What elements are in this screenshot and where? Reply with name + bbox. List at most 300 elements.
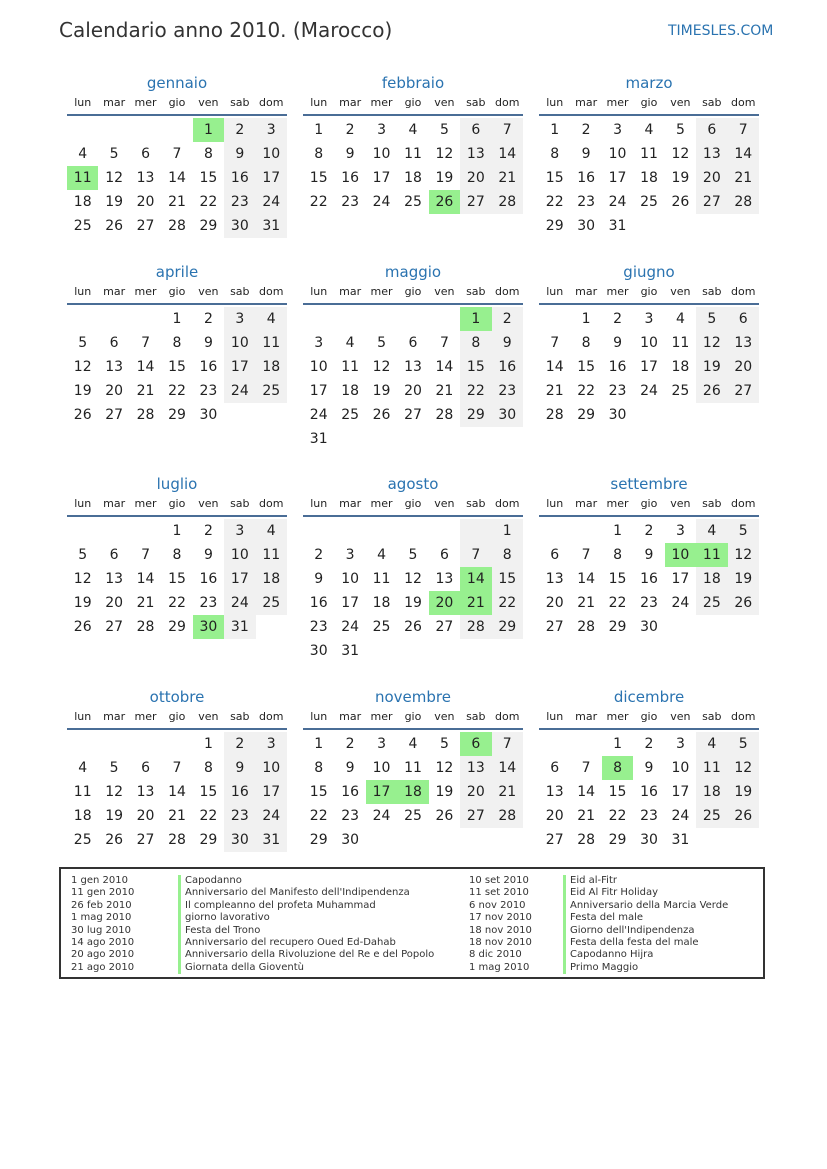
- day-cell: 26: [728, 591, 759, 615]
- month-title: aprile: [155, 263, 199, 281]
- day-cell: 20: [105, 595, 124, 611]
- day-cell: 10: [608, 146, 627, 162]
- day-cell: 7: [141, 547, 151, 563]
- day-cell: 21: [136, 383, 155, 399]
- empty-cell: [98, 118, 129, 142]
- day-cell: 7: [492, 732, 523, 756]
- week-row: [539, 804, 759, 828]
- day-cell: 29: [168, 619, 186, 635]
- day-cell: 16: [199, 571, 218, 587]
- weekday-label: ven: [198, 285, 219, 298]
- day-cell: 16: [640, 784, 658, 800]
- day-cell: 8: [492, 543, 523, 567]
- day-cell: 6: [109, 547, 119, 563]
- day-cell: 22: [168, 383, 186, 399]
- day-cell: 2: [492, 307, 523, 331]
- day-cell: 7: [581, 760, 591, 776]
- day-cell: 28: [577, 832, 596, 848]
- legend-date: 30 lug 2010: [71, 924, 131, 936]
- day-cell: 12: [728, 756, 759, 780]
- day-cell: 30: [640, 619, 658, 635]
- weekday-label: mer: [134, 96, 157, 109]
- month-title: ottobre: [149, 688, 205, 706]
- day-cell: 19: [728, 567, 759, 591]
- day-cell: 11: [404, 760, 422, 776]
- weekday-label: dom: [495, 710, 520, 723]
- week-row: [303, 780, 523, 804]
- weekday-label: dom: [259, 710, 284, 723]
- month-title: agosto: [387, 475, 439, 493]
- day-cell: 2: [203, 311, 213, 327]
- empty-cell: [728, 828, 759, 852]
- day-cell: 12: [728, 543, 759, 567]
- day-cell: 4: [675, 311, 685, 327]
- day-cell: 17: [309, 383, 328, 399]
- day-cell: 2: [203, 523, 213, 539]
- day-cell: 24: [640, 383, 658, 399]
- legend-holiday-name: Festa del male: [563, 912, 728, 924]
- legend-date: 1 mag 2010: [469, 961, 530, 973]
- day-cell: 12: [404, 571, 422, 587]
- weekday-label: mar: [339, 710, 362, 723]
- weekday-header: [67, 495, 287, 517]
- empty-cell: [696, 403, 727, 427]
- weekday-label: sab: [230, 497, 250, 510]
- week-row: [303, 591, 523, 615]
- day-cell: 27: [545, 619, 564, 635]
- week-row: [67, 355, 287, 379]
- day-cell: 11: [341, 359, 360, 375]
- day-cell: 19: [105, 194, 124, 210]
- day-cell: 11: [372, 571, 391, 587]
- day-cell: 31: [256, 828, 287, 852]
- legend-date: 1 gen 2010: [71, 875, 129, 886]
- empty-cell: [130, 519, 161, 543]
- day-cell: 13: [545, 784, 564, 800]
- weekday-label: gio: [640, 497, 658, 510]
- day-cell: 30: [492, 403, 523, 427]
- day-cell: 3: [314, 335, 324, 351]
- day-cell: 2: [613, 311, 623, 327]
- day-cell: 28: [435, 407, 454, 423]
- week-row: [539, 190, 759, 214]
- day-cell: 3: [224, 307, 255, 331]
- day-cell: 9: [492, 331, 523, 355]
- day-cell: 6: [408, 335, 418, 351]
- day-cell: 24: [309, 407, 328, 423]
- legend-holiday-name: Festa della festa del male: [563, 937, 728, 949]
- day-cell: 28: [136, 407, 155, 423]
- day-cell: 10: [671, 760, 690, 776]
- day-cell: 26: [696, 379, 727, 403]
- weekday-header: [67, 283, 287, 305]
- day-cell: 20: [728, 355, 759, 379]
- legend-right-names: [563, 875, 728, 974]
- weekday-label: ven: [670, 710, 691, 723]
- day-cell: 8: [314, 760, 324, 776]
- day-cell: 7: [550, 335, 560, 351]
- day-cell: 12: [372, 359, 391, 375]
- day-cell: 23: [341, 194, 360, 210]
- day-cell: 3: [675, 523, 685, 539]
- empty-cell: [67, 519, 98, 543]
- day-cell: 12: [105, 170, 124, 186]
- day-cell: 8: [172, 547, 182, 563]
- day-cell: 8: [613, 547, 623, 563]
- weekday-header: [303, 708, 523, 730]
- day-cell: 15: [545, 170, 564, 186]
- week-row: [67, 519, 287, 543]
- weekday-label: ven: [670, 285, 691, 298]
- week-row: [303, 142, 523, 166]
- day-cell: 29: [577, 407, 596, 423]
- month-marzo: [539, 72, 759, 238]
- empty-cell: [98, 519, 129, 543]
- day-cell: 15: [199, 784, 218, 800]
- day-cell: 24: [224, 379, 255, 403]
- day-cell: 5: [109, 760, 119, 776]
- legend-left-dates: [71, 875, 134, 974]
- weekday-label: ven: [434, 710, 455, 723]
- week-row: [67, 804, 287, 828]
- day-cell: 11: [640, 146, 658, 162]
- day-cell: 6: [696, 118, 727, 142]
- week-row: [67, 118, 287, 142]
- weekday-label: mar: [103, 96, 126, 109]
- month-luglio: [67, 473, 287, 639]
- day-cell: 1: [193, 118, 224, 142]
- day-cell: 15: [168, 359, 186, 375]
- empty-cell: [665, 214, 696, 238]
- day-cell: 15: [492, 567, 523, 591]
- weekday-label: gio: [168, 96, 186, 109]
- day-cell: 28: [168, 218, 186, 234]
- day-cell: 25: [73, 832, 92, 848]
- week-row: [67, 166, 287, 190]
- legend-date: 11 gen 2010: [71, 887, 135, 899]
- day-cell: 13: [545, 571, 564, 587]
- day-cell: 22: [608, 808, 627, 824]
- legend-date: 14 ago 2010: [71, 936, 135, 948]
- week-row: [303, 543, 523, 567]
- day-cell: 21: [168, 194, 186, 210]
- day-cell: 26: [73, 407, 92, 423]
- week-row: [539, 118, 759, 142]
- weekday-header: [303, 283, 523, 305]
- week-row: [303, 331, 523, 355]
- weekday-header: [67, 708, 287, 730]
- day-cell: 20: [460, 166, 491, 190]
- day-cell: 13: [404, 359, 422, 375]
- day-cell: 23: [492, 379, 523, 403]
- weekday-label: ven: [198, 710, 219, 723]
- empty-cell: [539, 732, 570, 756]
- empty-cell: [665, 615, 696, 639]
- empty-cell: [696, 214, 727, 238]
- weekday-label: dom: [259, 497, 284, 510]
- day-cell: 14: [728, 142, 759, 166]
- month-title: settembre: [610, 475, 688, 493]
- legend-date: 21 ago 2010: [71, 961, 135, 973]
- empty-cell: [67, 307, 98, 331]
- week-row: [539, 780, 759, 804]
- month-title: marzo: [625, 74, 673, 92]
- empty-cell: [429, 519, 460, 543]
- day-cell: 24: [671, 808, 690, 824]
- day-cell: 14: [577, 571, 596, 587]
- day-cell: 27: [435, 619, 454, 635]
- day-cell: 5: [439, 736, 449, 752]
- empty-cell: [366, 828, 397, 852]
- weekday-label: dom: [259, 285, 284, 298]
- day-cell: 29: [309, 832, 328, 848]
- weekday-label: mer: [606, 710, 629, 723]
- weekday-label: dom: [731, 96, 756, 109]
- day-cell: 17: [256, 780, 287, 804]
- legend-date: 17 nov 2010: [469, 912, 532, 924]
- day-cell: 18: [696, 780, 727, 804]
- day-cell: 25: [372, 619, 391, 635]
- day-cell: 12: [73, 359, 92, 375]
- weekday-label: gio: [640, 710, 658, 723]
- day-cell: 1: [550, 122, 560, 138]
- month-title: novembre: [375, 688, 451, 706]
- day-cell: 8: [550, 146, 560, 162]
- weekday-label: gio: [404, 96, 422, 109]
- empty-cell: [334, 307, 365, 331]
- week-row: [539, 331, 759, 355]
- day-cell: 20: [404, 383, 422, 399]
- legend-date: 8 dic 2010: [469, 949, 522, 961]
- empty-cell: [256, 403, 287, 427]
- day-cell: 9: [345, 146, 355, 162]
- weekday-label: sab: [230, 96, 250, 109]
- day-cell: 23: [608, 383, 627, 399]
- legend-holiday-name: Anniversario della Marcia Verde: [563, 900, 728, 912]
- week-row: [303, 732, 523, 756]
- empty-cell: [303, 307, 334, 331]
- site-link[interactable]: TIMESLES.COM: [668, 23, 774, 39]
- day-cell: 9: [314, 571, 324, 587]
- weekday-label: sab: [466, 710, 486, 723]
- day-cell: 10: [665, 543, 696, 567]
- day-cell: 14: [136, 359, 155, 375]
- day-cell: 30: [193, 615, 224, 639]
- day-cell: 22: [577, 383, 596, 399]
- weekday-label: sab: [702, 497, 722, 510]
- day-cell: 9: [644, 760, 654, 776]
- day-cell: 22: [492, 591, 523, 615]
- day-cell: 25: [341, 407, 360, 423]
- weekday-header: [539, 495, 759, 517]
- weekday-label: mar: [575, 96, 598, 109]
- empty-cell: [460, 427, 491, 451]
- weekday-header: [67, 94, 287, 116]
- day-cell: 18: [671, 359, 690, 375]
- week-row: [539, 379, 759, 403]
- day-cell: 2: [581, 122, 591, 138]
- week-row: [303, 403, 523, 427]
- day-cell: 4: [78, 760, 88, 776]
- day-cell: 15: [577, 359, 596, 375]
- weekday-label: lun: [74, 96, 92, 109]
- day-cell: 26: [404, 619, 422, 635]
- week-row: [303, 190, 523, 214]
- day-cell: 7: [492, 118, 523, 142]
- legend-holiday-name: Anniversario del recupero Oued Ed-Dahab: [178, 937, 434, 949]
- day-cell: 29: [545, 218, 564, 234]
- weekday-label: lun: [74, 285, 92, 298]
- day-cell: 8: [314, 146, 324, 162]
- day-cell: 24: [372, 194, 391, 210]
- day-cell: 17: [640, 359, 658, 375]
- empty-cell: [303, 519, 334, 543]
- weekday-label: mer: [606, 285, 629, 298]
- day-cell: 1: [581, 311, 591, 327]
- day-cell: 24: [224, 591, 255, 615]
- empty-cell: [67, 732, 98, 756]
- day-cell: 21: [460, 591, 491, 615]
- weekday-label: ven: [198, 96, 219, 109]
- day-cell: 27: [105, 619, 124, 635]
- day-cell: 16: [608, 359, 627, 375]
- week-row: [539, 519, 759, 543]
- weekday-label: gio: [168, 497, 186, 510]
- day-cell: 9: [613, 335, 623, 351]
- month-ottobre: [67, 686, 287, 852]
- weekday-label: gio: [404, 497, 422, 510]
- day-cell: 10: [372, 760, 391, 776]
- day-cell: 28: [492, 804, 523, 828]
- weekday-header: [539, 283, 759, 305]
- day-cell: 9: [581, 146, 591, 162]
- day-cell: 6: [550, 547, 560, 563]
- day-cell: 15: [460, 355, 491, 379]
- weekday-label: dom: [731, 710, 756, 723]
- day-cell: 12: [435, 146, 454, 162]
- weekday-label: mer: [370, 96, 393, 109]
- day-cell: 11: [404, 146, 422, 162]
- day-cell: 3: [613, 122, 623, 138]
- day-cell: 1: [460, 307, 491, 331]
- empty-cell: [460, 639, 491, 663]
- week-row: [303, 307, 523, 331]
- day-cell: 27: [404, 407, 422, 423]
- day-cell: 7: [460, 543, 491, 567]
- day-cell: 18: [256, 567, 287, 591]
- week-row: [539, 307, 759, 331]
- day-cell: 5: [377, 335, 387, 351]
- day-cell: 26: [728, 804, 759, 828]
- weekday-label: ven: [670, 96, 691, 109]
- day-cell: 3: [224, 519, 255, 543]
- day-cell: 3: [256, 732, 287, 756]
- month-gennaio: [67, 72, 287, 238]
- empty-cell: [570, 732, 601, 756]
- week-row: [539, 615, 759, 639]
- day-cell: 10: [640, 335, 658, 351]
- day-cell: 8: [460, 331, 491, 355]
- weekday-label: mer: [606, 497, 629, 510]
- day-cell: 20: [429, 591, 460, 615]
- month-dicembre: [539, 686, 759, 852]
- weekday-label: mar: [339, 285, 362, 298]
- day-cell: 9: [203, 335, 213, 351]
- empty-cell: [397, 307, 428, 331]
- week-row: [303, 804, 523, 828]
- day-cell: 31: [671, 832, 690, 848]
- day-cell: 18: [640, 170, 658, 186]
- day-cell: 31: [608, 218, 627, 234]
- day-cell: 23: [224, 804, 255, 828]
- day-cell: 11: [73, 784, 92, 800]
- weekday-label: lun: [74, 710, 92, 723]
- legend-left-names: [178, 875, 434, 974]
- week-row: [539, 828, 759, 852]
- day-cell: 26: [372, 407, 391, 423]
- month-aprile: [67, 261, 287, 427]
- day-cell: 8: [172, 335, 182, 351]
- week-row: [67, 214, 287, 238]
- legend-holiday-name: Capodanno Hijra: [563, 949, 728, 961]
- week-row: [303, 355, 523, 379]
- empty-cell: [130, 307, 161, 331]
- day-cell: 4: [408, 736, 418, 752]
- day-cell: 4: [408, 122, 418, 138]
- day-cell: 27: [728, 379, 759, 403]
- month-agosto: [303, 473, 523, 663]
- day-cell: 17: [372, 170, 391, 186]
- weekday-label: mar: [575, 285, 598, 298]
- day-cell: 4: [696, 732, 727, 756]
- legend-date: 18 nov 2010: [469, 924, 532, 936]
- day-cell: 23: [199, 595, 218, 611]
- week-row: [303, 427, 523, 451]
- weekday-label: gio: [404, 285, 422, 298]
- day-cell: 13: [435, 571, 454, 587]
- weekday-label: sab: [230, 285, 250, 298]
- day-cell: 10: [224, 543, 255, 567]
- day-cell: 16: [224, 166, 255, 190]
- day-cell: 20: [136, 808, 155, 824]
- weekday-label: lun: [546, 710, 564, 723]
- day-cell: 22: [199, 194, 218, 210]
- day-cell: 22: [309, 194, 328, 210]
- day-cell: 22: [545, 194, 564, 210]
- weekday-label: sab: [466, 96, 486, 109]
- day-cell: 26: [429, 190, 460, 214]
- week-row: [67, 403, 287, 427]
- weekday-label: sab: [466, 285, 486, 298]
- day-cell: 18: [341, 383, 360, 399]
- day-cell: 24: [671, 595, 690, 611]
- week-row: [67, 732, 287, 756]
- day-cell: 1: [203, 736, 213, 752]
- day-cell: 9: [224, 756, 255, 780]
- weekday-label: mer: [134, 285, 157, 298]
- empty-cell: [366, 427, 397, 451]
- day-cell: 17: [256, 166, 287, 190]
- weekday-label: mer: [606, 96, 629, 109]
- day-cell: 13: [136, 170, 155, 186]
- week-row: [539, 355, 759, 379]
- day-cell: 11: [256, 331, 287, 355]
- day-cell: 4: [256, 307, 287, 331]
- week-row: [67, 828, 287, 852]
- weekday-label: mar: [339, 497, 362, 510]
- weekday-label: sab: [702, 96, 722, 109]
- day-cell: 28: [460, 615, 491, 639]
